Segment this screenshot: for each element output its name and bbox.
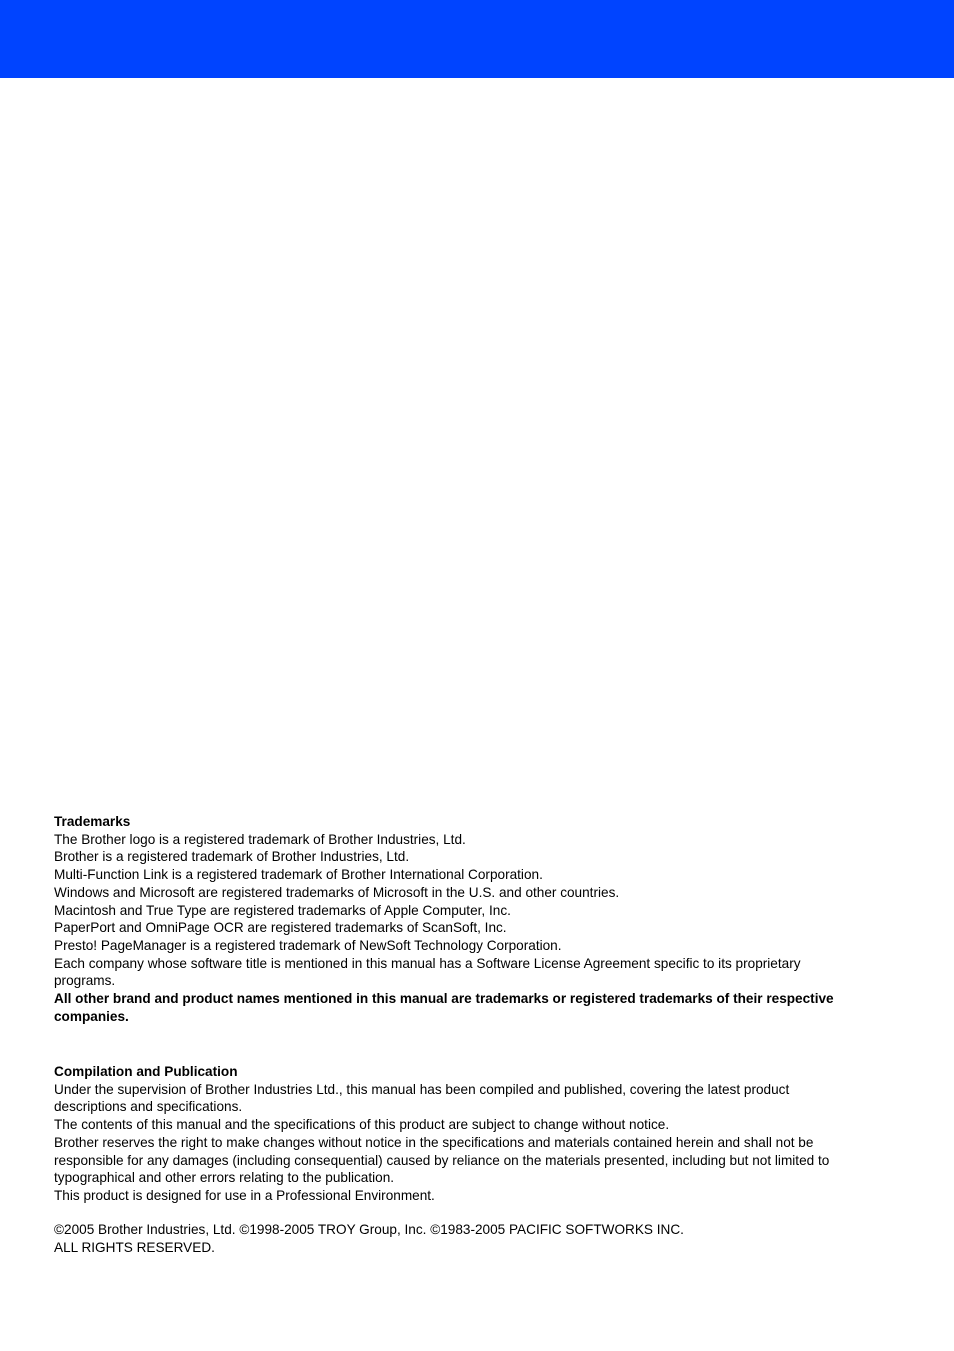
all-rights-reserved: ALL RIGHTS RESERVED.: [54, 1239, 215, 1255]
trademarks-heading: Trademarks: [54, 814, 131, 829]
supervision-text: Under the supervision of Brother Industries Ltd., this manual has been compiled and published, covering the latest product descriptions and specifications.: [54, 1081, 790, 1115]
trademark-line: Macintosh and True Type are registered trademarks of Apple Computer, Inc.: [54, 902, 511, 918]
liability-text: Brother reserves the right to make changes without notice in the specifications and materials contained herein and shall not be responsible for any damages (including consequential) caused by reliance on the materials presented, including but not limited to typographical and other errors relating to the publication.: [54, 1134, 830, 1186]
license-note: Each company whose software title is mentioned in this manual has a Software License Agreement specific to its proprietary programs.: [54, 955, 801, 989]
other-trademarks-note: All other brand and product names mentioned in this manual are trademarks or registered trademarks of their respective companies.: [54, 991, 834, 1024]
trademark-line: Multi-Function Link is a registered trademark of Brother International Corporation.: [54, 867, 543, 883]
compilation-section: [54, 1063, 854, 1205]
trademark-line: Windows and Microsoft are registered trademarks of Microsoft in the U.S. and other countries.: [54, 884, 620, 900]
trademark-line: The Brother logo is a registered trademark of Brother Industries, Ltd.: [54, 831, 466, 847]
environment-text: This product is designed for use in a Professional Environment.: [54, 1187, 435, 1203]
compilation-heading: Compilation and Publication: [54, 1064, 238, 1079]
trademark-line: Brother is a registered trademark of Brother Industries, Ltd.: [54, 849, 410, 865]
copyright-line: ©2005 Brother Industries, Ltd. ©1998-2005 TROY Group, Inc. ©1983-2005 PACIFIC SOFTWORKS INC.: [54, 1222, 684, 1237]
trademark-line: PaperPort and OmniPage OCR are registered trademarks of ScanSoft, Inc.: [54, 920, 507, 936]
trademark-line: Presto! PageManager is a registered trademark of NewSoft Technology Corporation.: [54, 937, 562, 953]
copyright-section: [54, 1221, 854, 1256]
trademarks-section: [54, 813, 854, 1025]
header-color-band: [0, 0, 954, 78]
change-notice-text: The contents of this manual and the specifications of this product are subject to change without notice.: [54, 1117, 670, 1133]
